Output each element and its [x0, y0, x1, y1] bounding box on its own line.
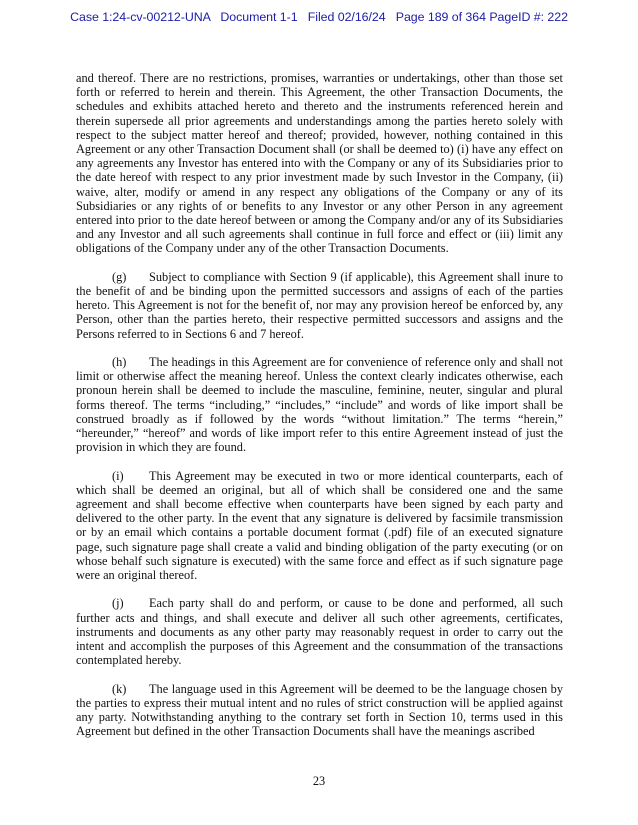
paragraph-i [76, 469, 563, 583]
paragraph-text: This Agreement may be executed in two or more identical counterparts, each of which shall be deemed an original, but all of which shall be considered one and the same agreement and shall become effective when counterparts have been signed by each party and delivered to the other party. In the event that any signature is delivered by facsimile transmission or by an email which contains a portable document format (.pdf) file of an executed signature page, such signature page shall create a valid and binding obligation of the party executing (or on whose behalf such signature is executed) with the same force and effect as if such signature page were an original thereof. [76, 468, 563, 583]
page-number: 23 [312, 774, 326, 788]
document-body [76, 71, 563, 753]
paragraph-text: Each party shall do and perform, or cause to be done and performed, all such further acts and things, and shall execute and deliver all such other agreements, certificates, instruments and documents as any other party may reasonably request in order to carry out the intent and accomplish the purposes of this Agreement and the consummation of the transactions contemplated hereby. [76, 596, 563, 668]
court-filing-stamp: Case 1:24-cv-00212-UNA Document 1-1 Filed 02/16/24 Page 189 of 364 PageID #: 222 [70, 10, 568, 24]
paragraph-continuation [76, 71, 563, 256]
paragraph-label: (k) [112, 681, 127, 696]
paragraph-label: (j) [112, 596, 124, 611]
paragraph-h [76, 355, 563, 454]
paragraph-text: The headings in this Agreement are for convenience of reference only and shall not limit or otherwise affect the meaning hereof. Unless the context clearly indicates otherwise, each pronoun herein shall be deemed to include the masculine, feminine, neuter, singular and plural forms thereof. The terms “including,” “includes,” “include” and words of like import shall be construed broadly as if followed by the words “without limitation.” The terms “herein,” “hereunder,” “hereof” and words of like import refer to this entire Agreement instead of just the provision in which they are found. [76, 355, 563, 455]
paragraph-text: The language used in this Agreement will be deemed to be the language chosen by the parties to express their mutual intent and no rules of strict construction will be applied against any party. Notwithstanding anything to the contrary set forth in Section 10, terms used in this Agreement but defined in the other Transaction Documents shall have the meanings ascribed [76, 681, 563, 739]
paragraph-g [76, 270, 563, 341]
paragraph-text: and thereof. There are no restrictions, promises, warranties or undertakings, other than those set forth or referred to herein and therein. This Agreement, the other Transaction Documents, the schedules and exhibits attached hereto and thereto and the instruments referenced herein and therein supersede all prior agreements and understandings among the parties hereto solely with respect to the subject matter hereof and thereof; provided, however, nothing contained in this Agreement or any other Transaction Document shall (or shall be deemed to) (i) have any effect on any agreements any Investor has entered into with the Company or any of its Subsidiaries prior to the date hereof with respect to any prior investment made by such Investor in the Company, (ii) waive, alter, modify or amend in any respect any obligations of the Company or any of its Subsidiaries or any rights of or benefits to any Investor or any other Person in any agreement entered into prior to the date hereof between or among the Company and/or any of its Subsidiaries and any Investor and all such agreements shall continue in full force and effect or (iii) limit any obligations of the Company under any of the other Transaction Documents. [76, 71, 563, 256]
paragraph-label: (h) [112, 355, 127, 370]
paragraph-label: (g) [112, 269, 127, 284]
paragraph-text: Subject to compliance with Section 9 (if applicable), this Agreement shall inure to the benefit of and be binding upon the permitted successors and assigns of each of the parties hereto. This Agreement is not for the benefit of, nor may any provision hereof be enforced by, any Person, other than the parties hereto, their respective permitted successors and assigns and the Persons referred to in Sections 6 and 7 hereof. [76, 269, 563, 341]
paragraph-k [76, 682, 563, 739]
paragraph-label: (i) [112, 468, 124, 483]
paragraph-j [76, 596, 563, 667]
